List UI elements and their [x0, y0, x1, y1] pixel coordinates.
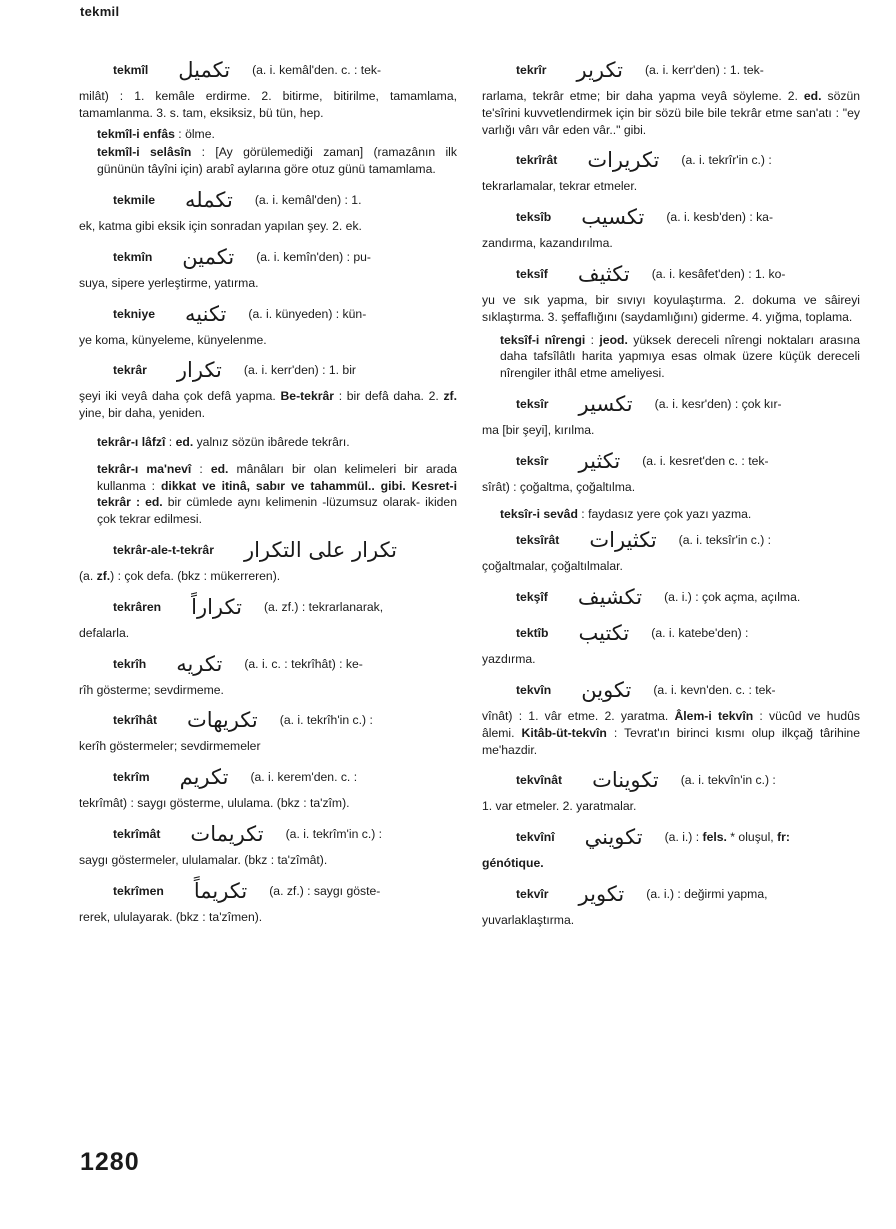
entry-headword: tektîb — [516, 626, 549, 641]
entry-definition: şeyi iki veyâ daha çok defâ yapma. Be-tekrâr : bir defâ daha. 2. zf. yine, bir daha, yeniden. — [79, 389, 457, 421]
dictionary-entry — [482, 677, 860, 758]
entry-definition: (a. zf.) : çok defa. (bkz : mükerreren). — [79, 568, 281, 583]
subentry-headword: tekrâr-ı lâfzî — [97, 434, 166, 449]
dictionary-entry — [79, 358, 457, 422]
dictionary-entry — [482, 768, 860, 815]
entry-arabic-script: تكثيف — [577, 261, 630, 286]
entry-arabic-script: تكشيف — [577, 585, 643, 610]
subentry-headword: teksîf-i nîrengi — [500, 332, 586, 347]
entry-grammar-note: (a. zf.) : saygı göste- — [269, 883, 381, 898]
dictionary-entry — [79, 765, 457, 812]
entry-grammar-note: (a. i. kerr'den) : 1. tek- — [644, 63, 764, 77]
entry-grammar-note: (a. i. tekrîr'in c.) : — [681, 153, 772, 168]
entry-definition: milât) : 1. kemâle erdirme. 2. bitirme, bitirilme, tamamlama, tamamlanma. 3. s. tam, eksiksiz, bü tün, hep. — [79, 89, 457, 120]
entry-headword: tekrîh — [113, 656, 147, 671]
entry-definition: rerek, ululayarak. (bkz : ta'zîmen). — [79, 909, 263, 924]
entry-definition: yazdırma. — [482, 652, 536, 667]
entry-definition: defalarla. — [79, 625, 130, 640]
entry-headword: tekmîl — [113, 63, 149, 77]
dictionary-entry — [79, 878, 457, 926]
dictionary-entry — [79, 594, 457, 642]
entry-headword: tekrîmen — [113, 883, 164, 898]
entry-definition: yuvarlaklaştırma. — [482, 912, 575, 927]
entry-definition: kerîh göstermeler; sevdirmemeler — [79, 739, 261, 754]
entry-grammar-note: (a. i. künyeden) : kün- — [248, 306, 367, 321]
entry-headword: tekvîr — [516, 886, 549, 901]
entry-arabic-script: تكمله — [185, 187, 233, 212]
entry-definition: ye koma, künyeleme, künyelenme. — [79, 332, 267, 347]
left-column — [79, 52, 457, 926]
entry-grammar-note: (a. i. katebe'den) : — [651, 626, 749, 641]
entry-headword: tekrâr — [113, 363, 147, 378]
subentry-definition: : ed. yalnız sözün ibârede tekrârı. — [165, 434, 350, 449]
entry-arabic-script: تكرار — [176, 358, 222, 383]
entry-arabic-script: تكمين — [182, 244, 235, 269]
entry-grammar-note: (a. i. tekrîh'in c.) : — [279, 713, 373, 728]
dictionary-entry — [79, 144, 457, 178]
dictionary-entry — [79, 651, 457, 699]
entry-grammar-note: (a. i. kerem'den. c. : — [250, 770, 358, 785]
entry-definition: rîh gösterme; sevdirmeme. — [79, 682, 224, 697]
entry-definition: génótique. — [482, 856, 544, 871]
subentry-headword: tekmîl-i selâsîn — [97, 145, 192, 160]
entry-headword: tekmîn — [113, 249, 153, 264]
running-head: tekmil — [80, 4, 120, 19]
entry-arabic-script: تكوين — [581, 677, 632, 702]
entry-definition: ma [bir şeyi], kırılma. — [482, 422, 595, 437]
entry-grammar-note: (a. i. kevn'den. c. : tek- — [653, 682, 776, 697]
entry-grammar-note: (a. i. kesâfet'den) : 1. ko- — [651, 266, 786, 281]
dictionary-entry — [79, 58, 457, 122]
entry-arabic-script: تكويني — [584, 825, 643, 850]
entry-grammar-note: (a. i. kesb'den) : ka- — [666, 210, 774, 225]
entry-headword: teksîrât — [516, 533, 560, 548]
dictionary-entry — [482, 332, 860, 382]
entry-arabic-script: تكريم — [179, 765, 229, 790]
entry-headword: tekrâr-ale-t-tekrâr — [113, 542, 214, 557]
right-column — [482, 52, 860, 929]
entry-arabic-script: تكوير — [578, 881, 625, 906]
dictionary-entry — [79, 821, 457, 869]
entry-definition: saygı göstermeler, ululamalar. (bkz : ta'zîmât). — [79, 852, 328, 867]
entry-arabic-script: تكسير — [578, 391, 633, 416]
entry-grammar-note: (a. i. kesr'den) : çok kır- — [654, 396, 782, 411]
dictionary-entry — [482, 881, 860, 929]
dictionary-entry — [482, 528, 860, 575]
entry-arabic-script: تكميل — [178, 58, 231, 82]
entry-arabic-script: تكريه — [176, 651, 223, 676]
entry-arabic-script: تكسيب — [581, 205, 645, 230]
dictionary-entry — [79, 187, 457, 235]
entry-arabic-script: تكثيرات — [589, 528, 657, 553]
entry-grammar-note: (a. i. teksîr'in c.) : — [678, 533, 772, 548]
dictionary-entry — [482, 825, 860, 872]
entry-arabic-script: تكريرات — [587, 148, 660, 173]
entry-definition: ek, katma gibi eksik için sonradan yapılan şey. 2. ek. — [79, 218, 362, 233]
entry-definition: çoğaltmalar, çoğaltılmalar. — [482, 559, 623, 574]
entry-headword: tekrîrât — [516, 153, 558, 168]
entry-definition: tekrîmât) : saygı gösterme, ululama. (bkz : ta'zîm). — [79, 796, 350, 811]
dictionary-entry — [79, 708, 457, 755]
dictionary-entry — [79, 126, 457, 143]
entry-arabic-script: تكنيه — [185, 301, 227, 326]
entry-grammar-note: (a. i. tekvîn'in c.) : — [680, 773, 776, 788]
entry-headword: tekşîf — [516, 590, 548, 605]
entry-grammar-note: (a. i. tekrîm'in c.) : — [285, 826, 383, 841]
entry-headword: tekrîmât — [113, 826, 161, 841]
entry-arabic-script: تكريهات — [187, 708, 258, 733]
entry-grammar-note: (a. i. kemâl'den) : 1. — [254, 192, 362, 207]
entry-arabic-script: تكرير — [576, 58, 623, 82]
subentry-definition: : ed. mânâları bir olan kelimeleri bir arada kullanma : dikkat ve itinâ, sabır ve tahammül.. gibi. Kesret-i tekrâr : ed. bir cümlede aynı kelimenin -lüzumsuz olarak- ikiden çok tekrar edilmesi. — [97, 461, 458, 527]
subentry-headword: tekrâr-ı ma'nevî — [97, 461, 192, 476]
entry-arabic-script: تكراراً — [191, 594, 242, 619]
entry-headword: tekmile — [113, 192, 156, 207]
dictionary-entry — [482, 205, 860, 252]
subentry-definition: : faydasız yere çok yazı yazma. — [577, 506, 752, 521]
dictionary-entry — [482, 58, 860, 138]
subentry-definition: : ölme. — [174, 126, 215, 141]
entry-grammar-note: (a. i. kerr'den) : 1. bir — [243, 363, 356, 378]
entry-arabic-script: تكرار على التكرار — [243, 537, 398, 562]
entry-definition: suya, sipere yerleştirme, yatırma. — [79, 275, 259, 290]
entry-arabic-script: تكريماً — [193, 878, 248, 903]
entry-grammar-note: (a. i. kesret'den c. : tek- — [642, 453, 769, 468]
subentry-headword: teksîr-i sevâd — [500, 506, 578, 521]
entry-grammar-note: (a. i.) : değirmi yapma, — [646, 886, 768, 901]
entry-grammar-note: (a. zf.) : tekrarlanarak, — [263, 599, 384, 614]
entry-arabic-script: تكتيب — [578, 621, 630, 646]
page-number: 1280 — [80, 1148, 140, 1176]
entry-headword: tekrîr — [516, 63, 547, 77]
dictionary-entry — [482, 261, 860, 326]
dictionary-entry — [79, 244, 457, 292]
entry-definition: tekrarlamalar, tekrar etmeler. — [482, 179, 638, 194]
entry-headword: teksîb — [516, 210, 552, 225]
entry-headword: tekrîm — [113, 770, 150, 785]
dictionary-entry — [482, 448, 860, 496]
entry-headword: tekvînât — [516, 773, 563, 788]
entry-headword: teksîr — [516, 396, 549, 411]
entry-definition: rarlama, tekrâr etme; bir daha yapma veyâ söyleme. 2. ed. sözün te'sîrini kuvvetlendirmek için bir sözü bile bile tekrâr etme san'atı : "ey varlığı vârı vâr eden vâr.." gibi. — [482, 89, 860, 137]
entry-headword: tekrâren — [113, 599, 162, 614]
entry-headword: tekvînî — [516, 830, 555, 845]
dictionary-entry — [482, 506, 860, 523]
entry-headword: tekrîhât — [113, 713, 158, 728]
dictionary-entry — [482, 621, 860, 668]
entry-grammar-note: (a. i.) : çok açma, açılma. — [664, 590, 801, 605]
entry-grammar-note: (a. i. kemîn'den) : pu- — [256, 249, 371, 264]
subentry-headword: tekmîl-i enfâs — [97, 126, 175, 141]
entry-grammar-note: (a. i.) : fels. * oluşul, fr: — [664, 830, 790, 845]
dictionary-entry — [482, 148, 860, 195]
entry-definition: zandırma, kazandırılma. — [482, 236, 613, 251]
dictionary-entry — [482, 391, 860, 439]
entry-headword: tekniye — [113, 306, 156, 321]
entry-arabic-script: تكوينات — [592, 768, 659, 793]
entry-definition: vînât) : 1. vâr etme. 2. yaratma. Âlem-i tekvîn : vücûd ve hudûs âlemi. Kitâb-üt-tekvîn : Tevrat'ın birinci kısmı olup ilkçağ târihine me'hazdir. — [482, 708, 860, 757]
subentry-definition: : [Ay görülemediği zaman] (ramazânın ilk gününün tâyîni için) arabî aylarına göre otuz günü tamamlama. — [97, 145, 457, 177]
entry-definition: yu ve sık yapma, bir sıvıyı koyulaştırma. 2. dokuma ve sâireyi sıklaştırma. 3. şeffaflığını (saydamlığını) giderme. 4. yığma, toplama. — [482, 292, 860, 324]
entry-definition: sîrât) : çoğaltma, çoğaltılma. — [482, 479, 636, 494]
subentry-definition: : jeod. yüksek dereceli nîrengi noktaları arasına daha tafsîlâtlı harita yapmıya esas olmak üzere küçük dereceli nîrengiler ithâl etme ameliyesi. — [500, 332, 860, 381]
dictionary-entry — [79, 434, 457, 451]
entry-definition: 1. var etmeler. 2. yaratmalar. — [482, 799, 637, 814]
dictionary-entry — [482, 585, 860, 615]
entry-grammar-note: (a. i. c. : tekrîhât) : ke- — [244, 656, 363, 671]
dictionary-entry — [79, 537, 457, 585]
dictionary-entry — [79, 461, 457, 528]
entry-grammar-note: (a. i. kemâl'den. c. : tek- — [252, 63, 382, 77]
entry-arabic-script: تكريمات — [190, 821, 264, 846]
dictionary-entry — [79, 301, 457, 349]
entry-headword: teksîr — [516, 453, 549, 468]
entry-headword: tekvîn — [516, 682, 552, 697]
entry-arabic-script: تكثير — [578, 448, 621, 473]
entry-headword: teksîf — [516, 266, 548, 281]
